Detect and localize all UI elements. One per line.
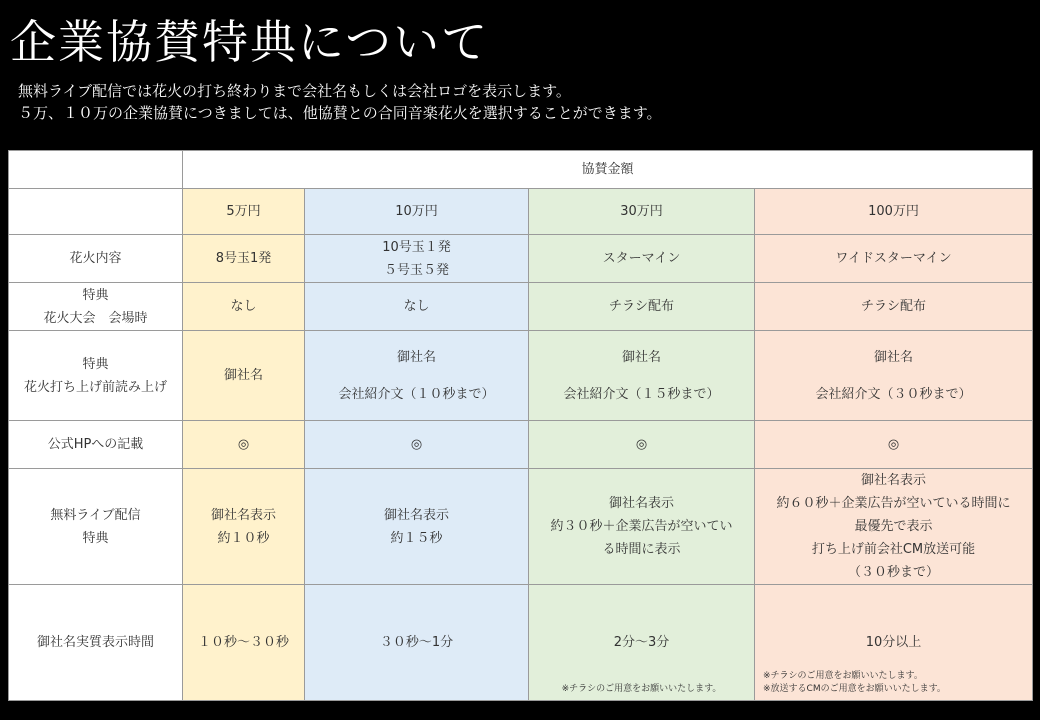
- cell-line: 打ち上げ前会社CM放送可能: [811, 542, 976, 557]
- cell-line: 10号玉１発: [382, 239, 451, 255]
- cell-line: 会社紹介文（３０秒まで）: [815, 386, 972, 402]
- cm-note: ※放送するCMのご用意をお願いいたします。: [763, 684, 946, 694]
- cell-hp-100man: ◎: [755, 421, 1033, 469]
- cell-line: る時間に表示: [602, 542, 681, 557]
- description-line: 無料ライブ配信では花火の打ち終わりまで会社名もしくは会社ロゴを表示します。: [18, 82, 571, 100]
- cell-line: 御社名: [874, 349, 914, 365]
- cell-reading-100man: [755, 331, 1033, 421]
- cell-line: 特典: [82, 530, 109, 546]
- price-10man: 10万円: [305, 189, 529, 235]
- notes: [755, 670, 1032, 696]
- cell-display-time-10man: ３０秒〜1分: [305, 585, 529, 701]
- cell-venue-30man: チラシ配布: [529, 283, 755, 331]
- corner-cell: [9, 189, 183, 235]
- cell-fireworks-10man: [305, 235, 529, 283]
- cell-line: 会社紹介文（１０秒まで）: [338, 386, 495, 402]
- cell-venue-100man: チラシ配布: [755, 283, 1033, 331]
- cell-value: 10分以上: [865, 635, 922, 650]
- cell-line: 花火打ち上げ前読み上げ: [23, 379, 167, 395]
- row-label-fireworks: 花火内容: [9, 235, 183, 283]
- cell-display-time-30man: [529, 585, 755, 701]
- flyer-note: ※チラシのご用意をお願いいたします。: [763, 671, 923, 681]
- cell-fireworks-30man: スターマイン: [529, 235, 755, 283]
- cell-line: 約６０秒＋企業広告が空いている時間に: [776, 496, 1011, 511]
- description: [18, 80, 662, 124]
- cell-reading-30man: [529, 331, 755, 421]
- cell-line: 花火大会 会場時: [43, 310, 148, 326]
- cell-line: 約３０秒＋企業広告が空いてい: [550, 519, 733, 534]
- group-header: 協賛金額: [183, 151, 1033, 189]
- cell-line: 約１５秒: [390, 530, 443, 546]
- cell-line: 御社名: [396, 349, 436, 365]
- cell-line: 会社紹介文（１５秒まで）: [563, 386, 720, 402]
- row-label-venue: [9, 283, 183, 331]
- cell-fireworks-100man: ワイドスターマイン: [755, 235, 1033, 283]
- cell-live-10man: [305, 469, 529, 585]
- cell-line: 御社名表示: [210, 507, 276, 523]
- cell-hp-5man: ◎: [183, 421, 305, 469]
- price-30man: 30万円: [529, 189, 755, 235]
- cell-line: 御社名表示: [861, 473, 927, 488]
- cell-line: 約１０秒: [217, 530, 270, 546]
- cell-hp-30man: ◎: [529, 421, 755, 469]
- cell-reading-10man: [305, 331, 529, 421]
- cell-display-time-5man: １０秒〜３０秒: [183, 585, 305, 701]
- cell-line: 最優先で表示: [854, 519, 933, 534]
- cell-live-100man: [755, 469, 1033, 585]
- cell-line: 御社名表示: [608, 496, 674, 511]
- price-5man: 5万円: [183, 189, 305, 235]
- row-label-display-time: 御社名実質表示時間: [9, 585, 183, 701]
- cell-reading-5man: 御社名: [183, 331, 305, 421]
- cell-line: 御社名表示: [383, 507, 449, 523]
- cell-live-5man: [183, 469, 305, 585]
- row-label-hp: 公式HPへの記載: [9, 421, 183, 469]
- sponsorship-table: [8, 150, 1033, 701]
- cell-venue-5man: なし: [183, 283, 305, 331]
- cell-hp-10man: ◎: [305, 421, 529, 469]
- cell-display-time-100man: [755, 585, 1033, 701]
- cell-line: 無料ライブ配信: [50, 507, 141, 523]
- cell-fireworks-5man: 8号玉1発: [183, 235, 305, 283]
- cell-line: 特典: [82, 356, 109, 372]
- cell-venue-10man: なし: [305, 283, 529, 331]
- row-label-live: [9, 469, 183, 585]
- cell-line: ５号玉５発: [383, 262, 449, 278]
- page-title: 企業協賛特典について: [10, 15, 490, 69]
- cell-line: 特典: [82, 287, 109, 303]
- cell-line: 御社名: [621, 349, 661, 365]
- price-100man: 100万円: [755, 189, 1033, 235]
- description-line: ５万、１０万の企業協賛につきましては、他協賛との合同音楽花火を選択することができます。: [18, 104, 662, 122]
- flyer-note: ※チラシのご用意をお願いいたします。: [561, 684, 722, 694]
- cell-live-30man: [529, 469, 755, 585]
- row-label-reading: [9, 331, 183, 421]
- cell-value: 2分〜3分: [613, 635, 670, 650]
- corner-cell: [9, 151, 183, 189]
- cell-line: （３０秒まで）: [848, 565, 940, 580]
